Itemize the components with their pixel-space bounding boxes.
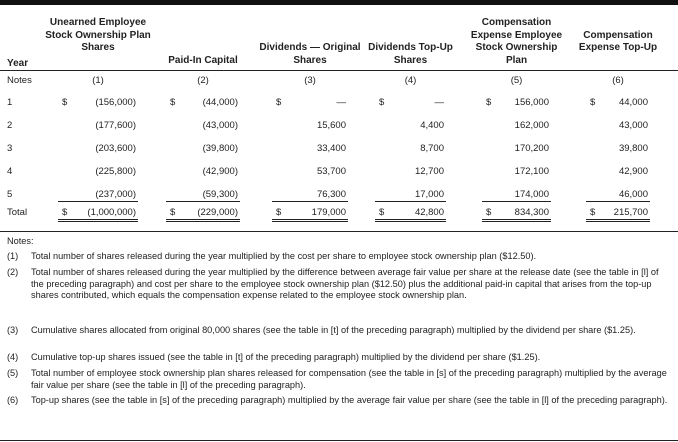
cell-value: (203,600) xyxy=(95,143,136,154)
table-cell xyxy=(586,207,650,222)
currency-symbol: $ xyxy=(62,207,68,218)
table-cell xyxy=(58,97,138,109)
cell-value: 42,900 xyxy=(618,166,648,177)
table-cell xyxy=(166,166,240,178)
cell-value: (1,000,000) xyxy=(87,207,136,218)
table-cell xyxy=(272,143,348,155)
cell-value: 215,700 xyxy=(613,207,648,218)
table-cell xyxy=(166,207,240,222)
row-year: 4 xyxy=(7,166,13,177)
row-year: 2 xyxy=(7,120,13,131)
header-year: Year xyxy=(7,58,29,69)
table-cell xyxy=(482,166,551,178)
row-year: Total xyxy=(7,207,28,218)
table-cell xyxy=(58,189,138,202)
cell-value: 15,600 xyxy=(316,120,346,131)
table-cell xyxy=(272,189,348,202)
cell-value: 162,000 xyxy=(514,120,549,131)
note-text: Cumulative top-up shares issued (see the table in [t] of the preceding paragraph) multiplied by the dividend per share ($1.25). xyxy=(31,352,541,362)
notes-title: Notes: xyxy=(7,236,34,246)
cell-value: 8,700 xyxy=(420,143,444,154)
note-ref: (5) xyxy=(510,75,523,86)
cell-value: (225,800) xyxy=(95,166,136,177)
column-header: Unearned Employee Stock Ownership Plan Shares xyxy=(45,17,151,53)
cell-value: (42,900) xyxy=(202,166,238,177)
table-cell xyxy=(272,207,348,222)
table-cell xyxy=(586,166,650,178)
currency-symbol: $ xyxy=(590,97,596,108)
currency-symbol: $ xyxy=(170,97,176,108)
table-cell xyxy=(272,166,348,178)
currency-symbol: $ xyxy=(62,97,68,108)
table-cell xyxy=(375,166,446,178)
cell-value: (177,600) xyxy=(95,120,136,131)
notes-section xyxy=(0,231,678,441)
cell-value: (156,000) xyxy=(95,97,136,108)
cell-value: (237,000) xyxy=(95,189,136,200)
note-number: (3) xyxy=(7,325,19,335)
column-header: Paid-In Capital xyxy=(168,54,238,66)
table-cell xyxy=(166,189,240,202)
table-cell xyxy=(482,120,551,132)
row-year: 5 xyxy=(7,189,13,200)
cell-value: 172,100 xyxy=(514,166,549,177)
currency-symbol: $ xyxy=(590,207,596,218)
note-text: Total number of employee stock ownership plan shares released for compensation (see the table in [s] of the preceding paragraph) multiplied by the average fair value per share (see the table in [l] of the preceding paragraph). xyxy=(31,368,667,390)
note-item xyxy=(7,395,672,407)
cell-value: 39,800 xyxy=(618,143,648,154)
note-ref: (6) xyxy=(612,75,624,86)
cell-value: 174,000 xyxy=(514,189,549,200)
table-cell xyxy=(375,120,446,132)
table-cell xyxy=(375,97,446,109)
note-item xyxy=(7,352,672,364)
note-text: Total number of shares released during the year multiplied by the cost per share to employee stock ownership plan ($12.50). xyxy=(31,251,537,261)
note-item xyxy=(7,325,672,337)
column-header: Compensation Expense Top-Up xyxy=(578,29,658,53)
cell-value: (59,300) xyxy=(202,189,238,200)
note-ref: (4) xyxy=(404,75,417,86)
table-cell xyxy=(586,143,650,155)
note-number: (6) xyxy=(7,395,19,405)
table-cell xyxy=(58,143,138,155)
cell-value: — xyxy=(336,97,346,108)
notes-row-label: Notes xyxy=(7,75,32,86)
cell-value: 33,400 xyxy=(316,143,346,154)
column-header: Dividends Top-Up Shares xyxy=(368,42,453,66)
table-cell xyxy=(375,189,446,202)
note-text: Top-up shares (see the table in [s] of the preceding paragraph) multiplied by the average fair value per share (see the table in [l] of the preceding paragraph). xyxy=(31,395,668,405)
note-ref: (3) xyxy=(304,75,316,86)
note-text: Cumulative shares allocated from original 80,000 shares (see the table in [t] of the preceding paragraph) multiplied by the dividend per share ($1.25). xyxy=(31,325,636,335)
cell-value: 76,300 xyxy=(316,189,346,200)
cell-value: 42,800 xyxy=(414,207,444,218)
currency-symbol: $ xyxy=(486,207,492,218)
cell-value: 17,000 xyxy=(414,189,444,200)
row-year: 3 xyxy=(7,143,13,154)
table-cell xyxy=(586,120,650,132)
table-cell xyxy=(58,120,138,132)
currency-symbol: $ xyxy=(276,97,282,108)
note-item xyxy=(7,251,672,263)
table-cell xyxy=(272,120,348,132)
cell-value: 53,700 xyxy=(316,166,346,177)
table-cell xyxy=(58,166,138,178)
note-ref: (2) xyxy=(197,75,209,86)
currency-symbol: $ xyxy=(379,207,385,218)
cell-value: 834,300 xyxy=(514,207,549,218)
table-cell xyxy=(375,143,446,155)
cell-value: (43,000) xyxy=(202,120,238,131)
column-header: Compensation Expense Employee Stock Ownership Plan xyxy=(470,17,563,66)
currency-symbol: $ xyxy=(170,207,176,218)
cell-value: 46,000 xyxy=(618,189,648,200)
column-header: Dividends — Original Shares xyxy=(259,42,361,66)
cell-value: 4,400 xyxy=(420,120,444,131)
top-border xyxy=(0,0,678,5)
note-number: (1) xyxy=(7,251,19,261)
table-cell xyxy=(272,97,348,109)
table-cell xyxy=(482,143,551,155)
cell-value: 170,200 xyxy=(514,143,549,154)
row-year: 1 xyxy=(7,97,13,108)
note-ref: (1) xyxy=(92,75,104,86)
cell-value: (229,000) xyxy=(197,207,238,218)
table-cell xyxy=(58,207,138,222)
cell-value: (44,000) xyxy=(202,97,238,108)
cell-value: 179,000 xyxy=(311,207,346,218)
table-cell xyxy=(586,97,650,109)
table-cell xyxy=(166,97,240,109)
cell-value: 12,700 xyxy=(414,166,444,177)
currency-symbol: $ xyxy=(276,207,282,218)
table-cell xyxy=(482,97,551,109)
cell-value: 43,000 xyxy=(618,120,648,131)
note-item xyxy=(7,267,672,302)
table-cell xyxy=(482,189,551,202)
table-cell xyxy=(166,143,240,155)
note-item xyxy=(7,368,672,391)
header-divider xyxy=(0,70,678,71)
cell-value: — xyxy=(434,97,444,108)
table-cell xyxy=(482,207,551,222)
currency-symbol: $ xyxy=(379,97,385,108)
table-cell xyxy=(375,207,446,222)
cell-value: 156,000 xyxy=(514,97,549,108)
cell-value: (39,800) xyxy=(202,143,238,154)
note-number: (4) xyxy=(7,352,19,362)
currency-symbol: $ xyxy=(486,97,492,108)
note-number: (2) xyxy=(7,267,19,277)
cell-value: 44,000 xyxy=(618,97,648,108)
note-number: (5) xyxy=(7,368,19,378)
table-cell xyxy=(166,120,240,132)
note-text: Total number of shares released during the year multiplied by the difference between average fair value per share at the release date (see the table in [l] of the preceding paragraph) and cost per share to the employee stock ownership plan ($12.50) plus the additional paid-in capital that arises from the top-up shares contributed, which equals the compensation expense related to the employee stock ownership plan. xyxy=(31,267,659,301)
table-cell xyxy=(586,189,650,202)
